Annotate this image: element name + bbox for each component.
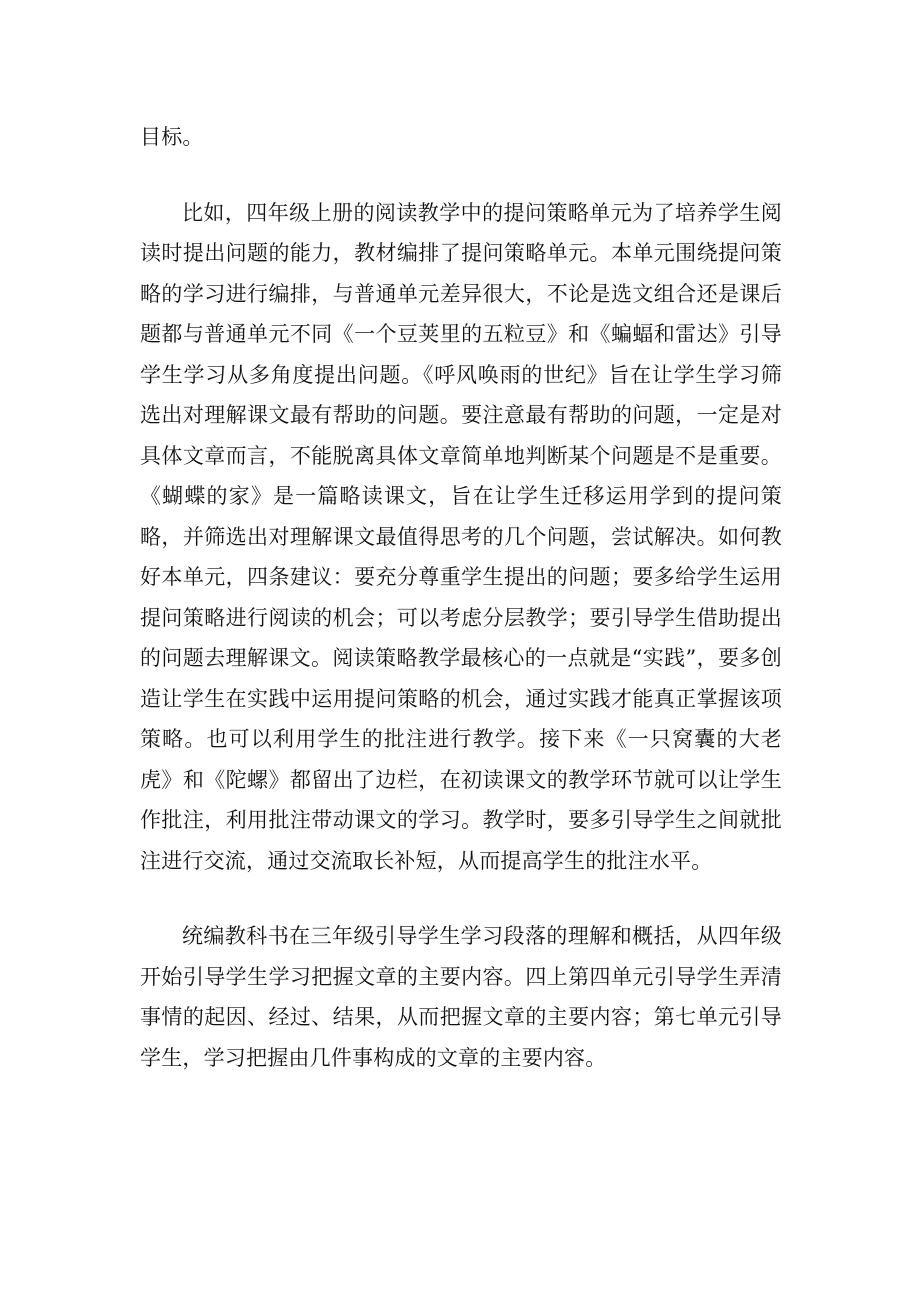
paragraph-main-content: 统编教科书在三年级引导学生学习段落的理解和概括，从四年级开始引导学生学习把握文章的主要内容。四上第四单元引导学生弄清事情的起因、经过、结果，从而把握文章的主要内容；第七单元引导学生，学习把握由几件事构成的文章的主要内容。 xyxy=(140,924,782,1070)
paragraph-continuation: 目标。 xyxy=(140,125,204,149)
paragraph-question-strategy: 比如，四年级上册的阅读教学中的提问策略单元为了培养学生阅读时提出问题的能力，教材编排了提问策略单元。本单元围绕提问策略的学习进行编排，与普通单元差异很大，不论是选文组合还是课后题都与普通单元不同《一个豆荚里的五粒豆》和《蝙蝠和雷达》引导学生学习从多角度提出问题。《呼风唤雨的世纪》旨在让学生学习筛选出对理解课文最有帮助的问题。要注意最有帮助的问题，一定是对具体文章而言，不能脱离具体文章简单地判断某个问题是不是重要。《蝴蝶的家》是一篇略读课文，旨在让学生迁移运用学到的提问策略，并筛选出对理解课文最值得思考的几个问题，尝试解决。如何教好本单元，四条建议：要充分尊重学生提出的问题；要多给学生运用提问策略进行阅读的机会；可以考虑分层教学；要引导学生借助提出的问题去理解课文。阅读策略教学最核心的一点就是“实践”，要多创造让学生在实践中运用提问策略的机会，通过实践才能真正掌握该项策略。也可以利用学生的批注进行教学。接下来《一只窝囊的大老虎》和《陀螺》都留出了边栏，在初读课文的教学环节就可以让学生作批注，利用批注带动课文的学习。教学时，要多引导学生之间就批注进行交流，通过交流取长补短，从而提高学生的批注水平。 xyxy=(140,200,782,873)
document-body xyxy=(140,117,782,1078)
